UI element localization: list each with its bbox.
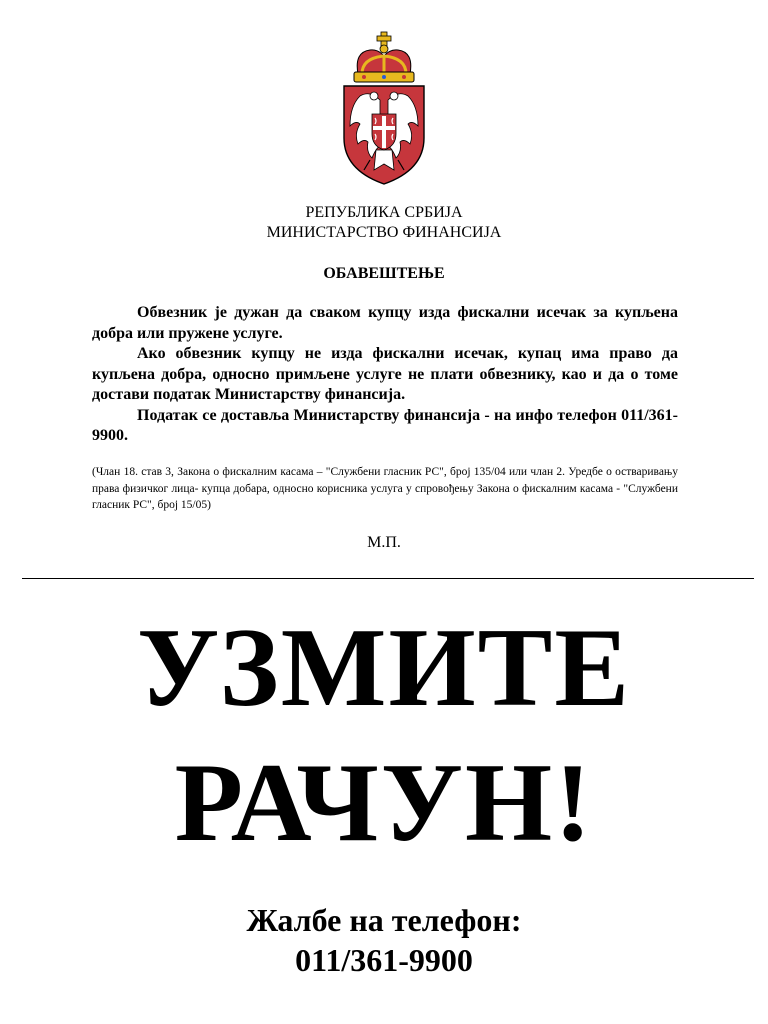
notice-body	[92, 303, 678, 447]
serbian-coat-of-arms-icon	[340, 30, 428, 188]
complaints-phone: 011/361-9900	[295, 942, 473, 978]
notice-paragraph: Податак се доставља Министарству финансија - на инфо телефон 011/361-9900.	[92, 406, 678, 444]
slogan-line-1: УЗМИТЕ	[136, 606, 632, 730]
cross-shield-icon	[372, 114, 396, 150]
notice-paragraph: Обвезник је дужан да сваком купцу изда фискални исечак за купљена добра или пружене услуге.	[92, 304, 678, 342]
notice-paragraph: Ако обвезник купцу не изда фискални исечак, купац има право да купљена добра, односно примљене услуге не плати обвезнику, као и да о томе достави податак Министарству финансија.	[92, 345, 678, 403]
slogan-line-2: РАЧУН!	[174, 741, 594, 865]
ministry-name: МИНИСТАРСТВО ФИНАНСИЈА	[266, 224, 502, 241]
crown-icon	[354, 32, 414, 82]
seal-placeholder-label: М.П.	[367, 534, 401, 551]
republic-name: РЕПУБЛИКА СРБИЈА	[305, 204, 463, 221]
divider-line	[22, 578, 754, 579]
complaints-label: Жалбе на телефон:	[246, 902, 522, 938]
legal-reference: (Члан 18. став 3, Закона о фискалним касама – "Службени гласник РС", број 135/04 или члан 2. Уредбе о остваривању права физичког лица- купца добара, односно корисника услуга у спровођењу Закона о фискалним касама - "Службени гласник РС", број 15/05)	[92, 466, 678, 511]
notice-title: ОБАВЕШТЕЊЕ	[323, 265, 445, 282]
